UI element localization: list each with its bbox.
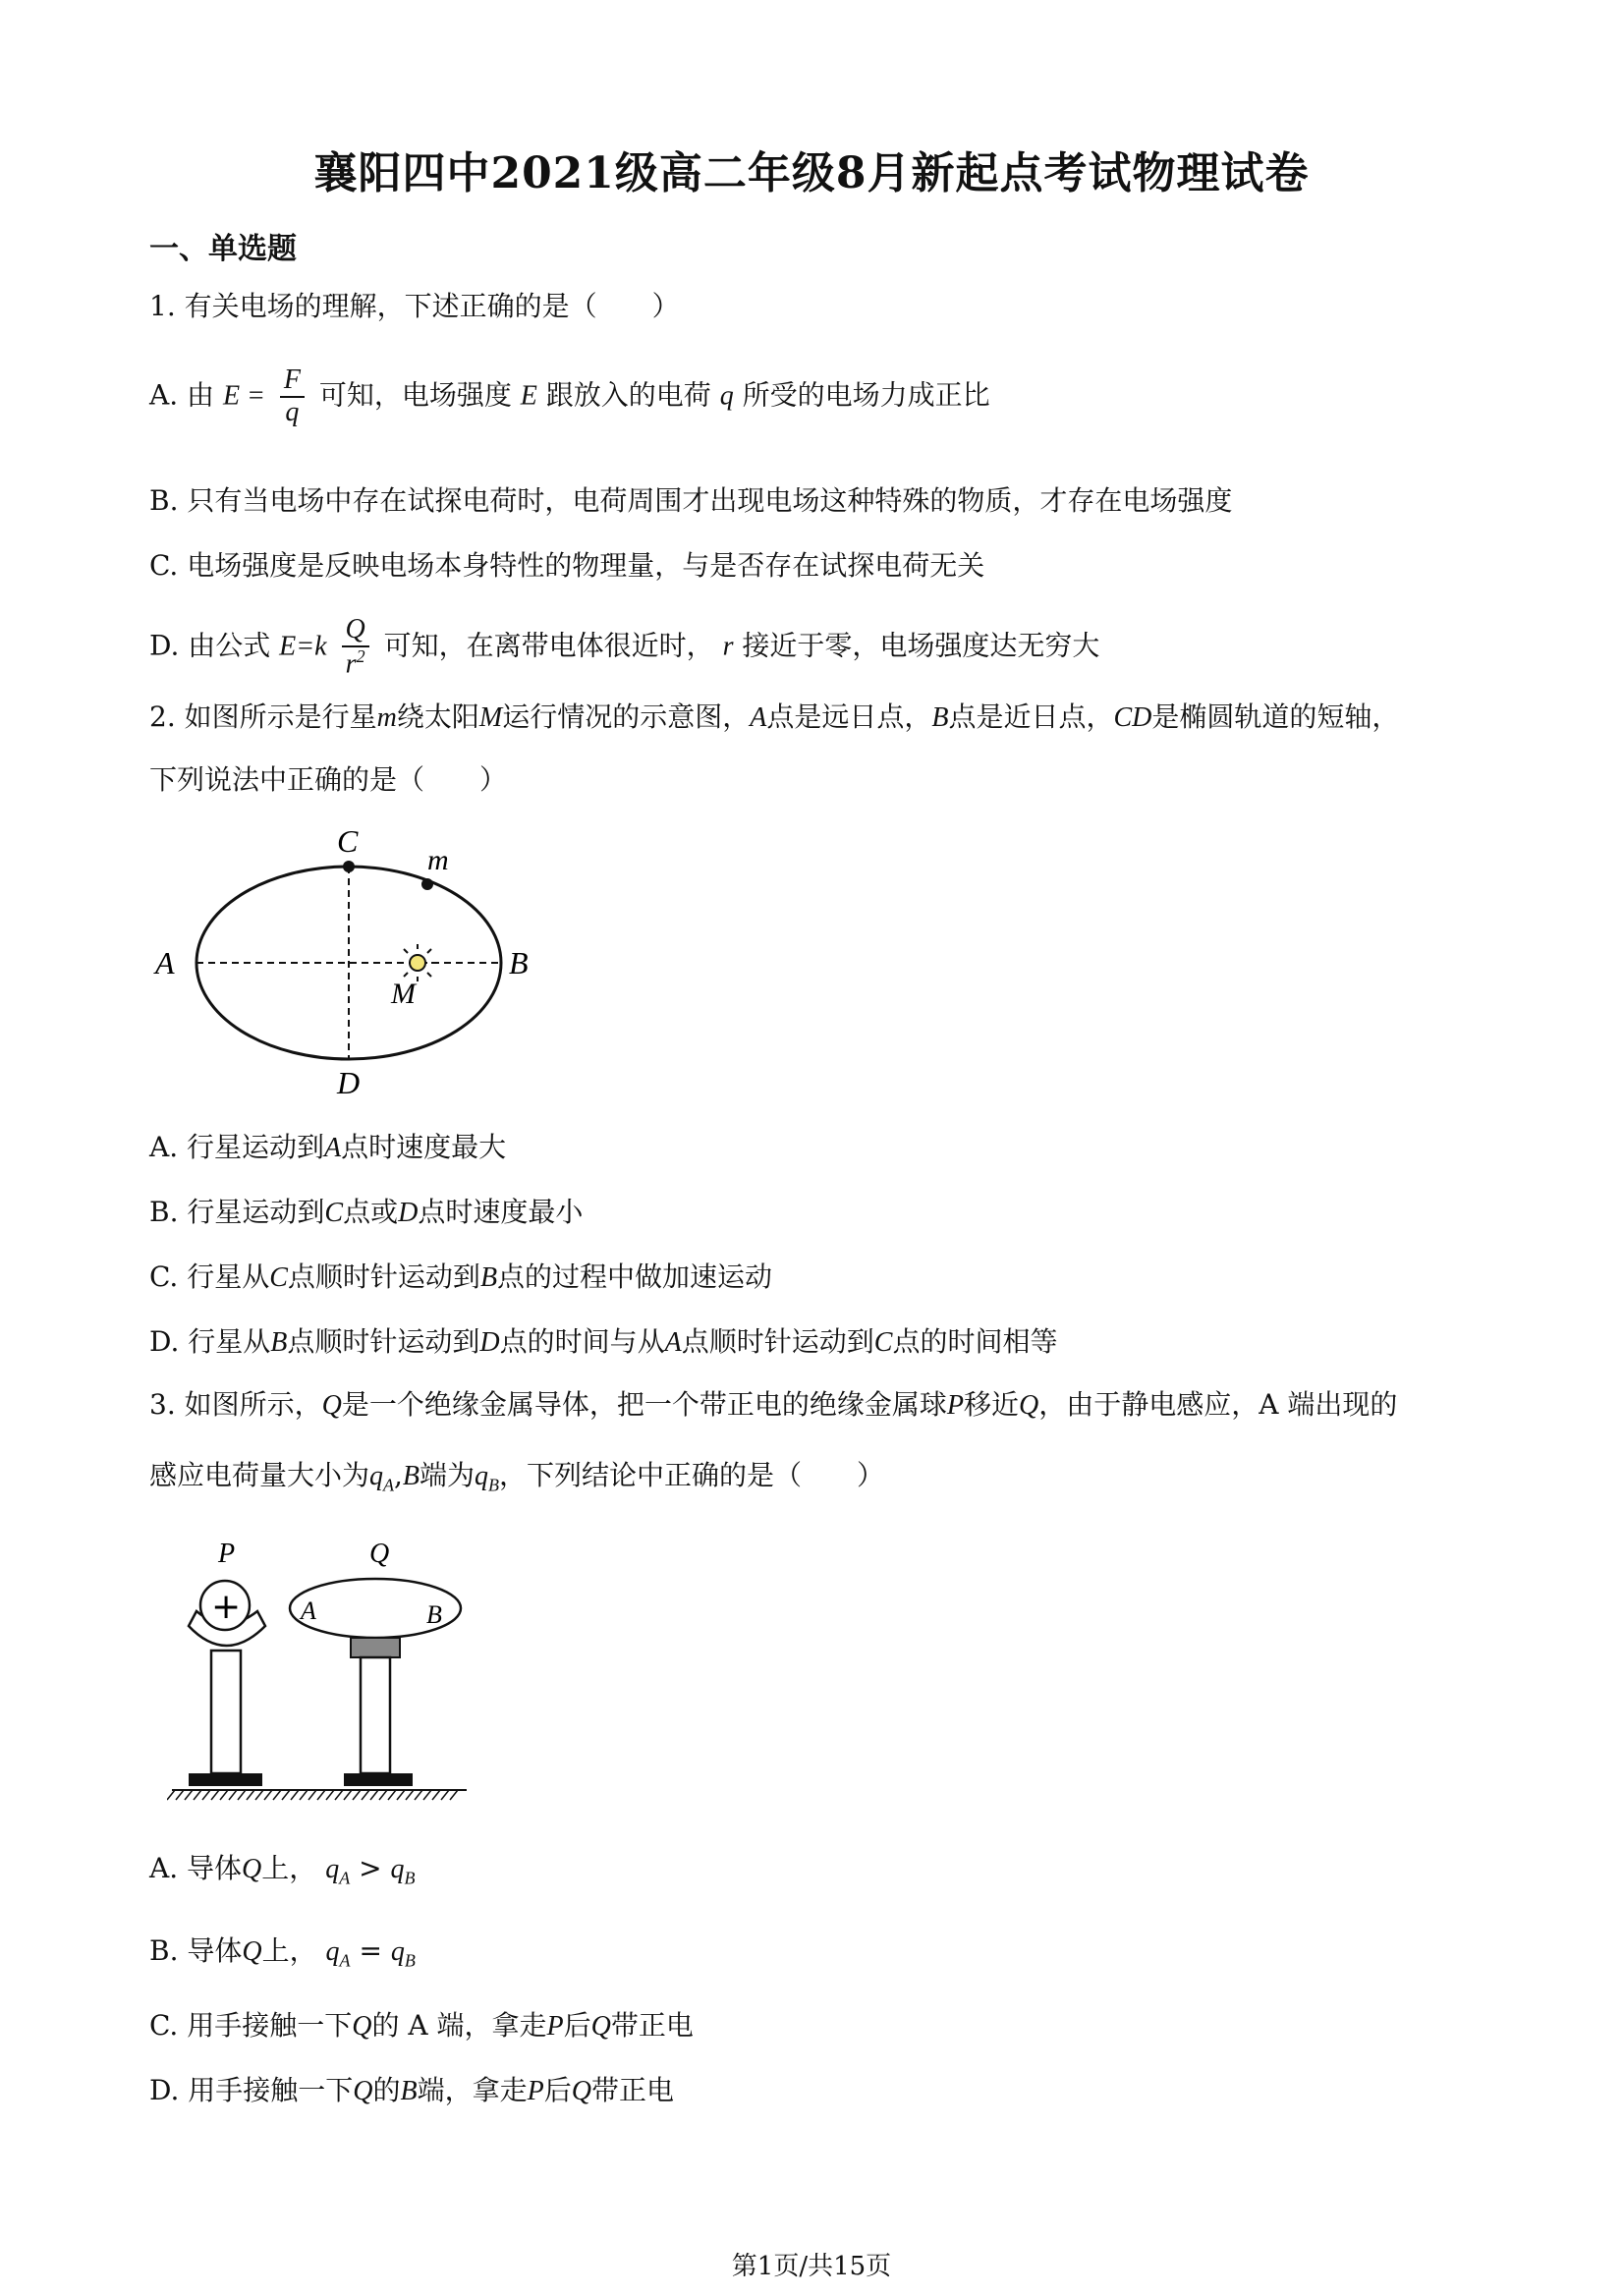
label-sun-M: M [391,978,416,1010]
q1-a-frac-num: F [280,365,305,398]
hatch-stroke [300,1790,308,1800]
q3-stem-line1 [149,1385,1397,1426]
q2-stem-line2: 下列说法中正确的是（ ） [149,763,508,796]
hatch-stroke [247,1790,254,1800]
hatch-stroke [194,1790,201,1800]
q2-a-var: A [324,1133,342,1163]
q3-b-text: B. 导体 [149,1934,243,1967]
q1-a-frac-den: q [285,396,300,427]
q2-stem-text: 点是近日点， [948,700,1114,733]
q3-stem-text: ，下列结论中正确的是（ ） [499,1459,885,1491]
q2-stem-var-CD: CD [1113,702,1152,733]
hatch-stroke [353,1790,361,1800]
q3-d-var: B [400,2076,418,2106]
q3-b-sub: A [339,1950,351,1971]
hatch-stroke [388,1790,396,1800]
section-heading: 一、单选题 [149,232,297,266]
q3-a-var: q [325,1854,340,1884]
q2-option-b [149,1193,583,1233]
electrostatic-induction-diagram [167,1533,481,1808]
q3-stem-var: Q [321,1390,342,1421]
point-c-dot [343,861,355,872]
label-a: A [155,945,175,980]
q3-c-text: 的 A 端，拿走 [371,2009,547,2042]
hatch-stroke [397,1790,405,1800]
hatch-stroke [423,1790,431,1800]
q1-d-formula-lhs: E= [279,631,315,662]
q2-d-var: D [479,1327,500,1358]
q3-stem-text: ，由于静电感应，A 端出现的 [1038,1388,1398,1421]
hatch-stroke [264,1790,272,1800]
q3-b-var: Q [242,1936,262,1967]
q2-b-var: C [324,1198,344,1228]
q2-b-text: B. 行星运动到 [149,1196,325,1228]
hatch-stroke [432,1790,440,1800]
q1-a-text1: 可知，电场强度 [318,378,512,412]
hatch-stroke [273,1790,281,1800]
q3-stem-var: P [946,1390,964,1421]
q1-a-var-q: q [719,380,734,412]
q2-stem-text: 绕太阳 [396,700,479,733]
label-end-a: A [301,1596,316,1625]
q2-c-text: 点顺时针运动到 [287,1260,480,1293]
q3-d-text: 后 [543,2074,572,2106]
q3-d-text: 端，拿走 [417,2074,528,2106]
q2-d-var: C [873,1327,893,1358]
q1-option-c: C. 电场强度是反映电场本身特性的物理量，与是否存在试探电荷无关 [149,549,985,582]
q1-d-fraction [342,615,369,680]
q3-b-sub: B [404,1950,416,1971]
q3-d-text: D. 用手接触一下 [149,2074,354,2106]
q3-stem-line2 [149,1456,884,1505]
q1-a-text3: 所受的电场力成正比 [742,378,990,412]
q2-stem-var-M: M [478,702,503,733]
q2-a-text: 点时速度最大 [341,1131,507,1163]
q3-stem-var: q [475,1461,489,1491]
q3-c-var: Q [352,2011,372,2042]
q1-a-fraction [280,365,305,428]
hatch-stroke [220,1790,228,1800]
q3-b-text: 上， [261,1934,317,1967]
q3-c-text: 带正电 [610,2009,694,2042]
hatch-stroke [415,1790,422,1800]
q3-stem-sub: B [488,1475,500,1495]
hatch-stroke [326,1790,334,1800]
label-end-b: B [426,1600,442,1629]
q3-b-operator: = [359,1934,382,1967]
q1-stem: 1. 有关电场的理解，下述正确的是（ ） [149,290,680,322]
q3-a-sub: B [404,1868,416,1888]
label-p: P [218,1539,236,1569]
q1-d-frac-den-base: r [345,648,357,680]
hatch-stroke [308,1790,316,1800]
hatch-stroke [211,1790,219,1800]
q3-b-var: q [390,1936,405,1967]
hatch-stroke [335,1790,343,1800]
q3-a-var: Q [242,1854,262,1884]
q1-d-frac-den-exp: 2 [356,645,365,666]
page-title: 襄阳四中2021级高二年级8月新起点考试物理试卷 [313,148,1310,198]
hatch-stroke [185,1790,193,1800]
hatch-stroke [255,1790,263,1800]
q3-option-b [149,1932,416,1981]
q2-stem-text: 是椭圆轨道的短轴， [1151,700,1400,733]
q2-d-var: A [664,1327,682,1358]
q1-d-frac-num: Q [342,615,369,647]
q2-option-c [149,1258,772,1298]
label-m: m [427,844,449,876]
hatch-stroke [176,1790,184,1800]
q2-d-var: B [270,1327,288,1358]
q2-stem-var-m: m [376,702,397,733]
ground-hatching [167,1790,458,1800]
q1-a-text2: 跟放入的电荷 [545,378,711,412]
q3-stem-sub: A [383,1475,395,1495]
page-footer: 第1页/共15页 [731,2252,892,2281]
q3-c-text: C. 用手接触一下 [149,2009,353,2042]
q3-d-text: 带正电 [591,2074,675,2106]
q3-stem-text: 移近 [963,1388,1019,1421]
q2-b-var: D [398,1198,419,1228]
q2-stem-text: 运行情况的示意图， [502,700,751,733]
q3-c-text: 后 [563,2009,591,2042]
q3-a-operator: > [359,1852,382,1884]
q2-c-var: B [479,1262,498,1293]
q3-d-var: Q [571,2076,591,2106]
q2-stem-text: 点是远日点， [766,700,932,733]
q3-stem-text: , [394,1459,403,1491]
q3-stem-var: q [369,1461,384,1491]
q2-option-d [149,1322,1057,1363]
hatch-stroke [291,1790,299,1800]
q2-d-text: 点的时间相等 [892,1325,1058,1358]
q1-option-b: B. 只有当电场中存在试探电荷时，电荷周围才出现电场这种特殊的物质，才存在电场强度 [149,484,1233,517]
q3-c-var: P [546,2011,564,2042]
q3-a-sub: A [339,1868,351,1888]
hatch-stroke [167,1790,175,1800]
orbit-diagram [147,820,560,1105]
hatch-stroke [362,1790,369,1800]
hatch-stroke [344,1790,352,1800]
q3-option-c [149,2006,694,2046]
q1-option-a [149,365,990,428]
q2-d-text: 点的时间与从 [499,1325,665,1358]
q1-option-d [149,615,1099,680]
hatch-stroke [229,1790,237,1800]
hatch-stroke [202,1790,210,1800]
plus-icon: + [211,1587,242,1627]
q1-d-k: k [314,631,327,662]
hatch-stroke [406,1790,414,1800]
hatch-stroke [317,1790,325,1800]
q1-d-text2: 接近于零，电场强度达无穷大 [742,629,1100,662]
q3-option-d [149,2071,674,2111]
q3-a-text: A. 导体 [149,1852,243,1884]
q3-d-var: Q [353,2076,373,2106]
q3-d-var: P [527,2076,544,2106]
q2-c-var: C [269,1262,288,1293]
hatch-stroke [370,1790,378,1800]
q1-d-text1: 可知，在离带电体很近时， [383,629,714,662]
sun-icon [399,944,436,981]
q2-d-text: 点顺时针运动到 [287,1325,480,1358]
q2-d-text: D. 行星从 [149,1325,271,1358]
q3-c-var: Q [590,2011,611,2042]
q1-a-formula-lhs: E = [222,380,265,412]
q3-stem-text: 3. 如图所示， [149,1388,322,1421]
q3-stem-text: 是一个绝缘金属导体，把一个带正电的绝缘金属球 [341,1388,947,1421]
q1-d-frac-den [342,647,369,680]
hatch-stroke [379,1790,387,1800]
q1-a-prefix: A. 由 [149,378,215,412]
label-q: Q [369,1539,390,1569]
q1-d-prefix: D. 由公式 [149,629,271,662]
q3-a-text: 上， [261,1852,317,1884]
q3-stem-text: 感应电荷量大小为 [149,1459,370,1491]
q2-c-text: 点的过程中做加速运动 [497,1260,773,1293]
q2-a-text: A. 行星运动到 [149,1131,325,1163]
q3-stem-var: B [402,1461,420,1491]
q3-stem-var: Q [1019,1390,1039,1421]
label-c: C [337,823,359,859]
q3-option-a [149,1849,415,1898]
sphere-p [189,1581,265,1786]
q2-stem-var-A: A [750,702,767,733]
q1-d-var-r: r [722,631,734,662]
q2-option-a [149,1128,506,1168]
q2-stem-text: 2. 如图所示是行星 [149,700,377,733]
hatch-stroke [441,1790,449,1800]
q2-b-text: 点或 [343,1196,399,1228]
q3-stem-text: 端为 [420,1459,476,1491]
q3-a-var: q [390,1854,405,1884]
q2-stem-var-B: B [931,702,949,733]
q2-b-text: 点时速度最小 [418,1196,584,1228]
q2-c-text: C. 行星从 [149,1260,270,1293]
hatch-stroke [282,1790,290,1800]
q3-d-text: 的 [372,2074,401,2106]
label-b: B [509,945,529,980]
hatch-stroke [238,1790,246,1800]
q2-stem-line1 [149,698,1399,738]
hatch-stroke [450,1790,458,1800]
q3-b-var: q [325,1936,340,1967]
q1-a-var-e: E [520,380,537,412]
q2-d-text: 点顺时针运动到 [681,1325,874,1358]
planet-m-dot [421,878,433,890]
label-d: D [337,1065,361,1100]
